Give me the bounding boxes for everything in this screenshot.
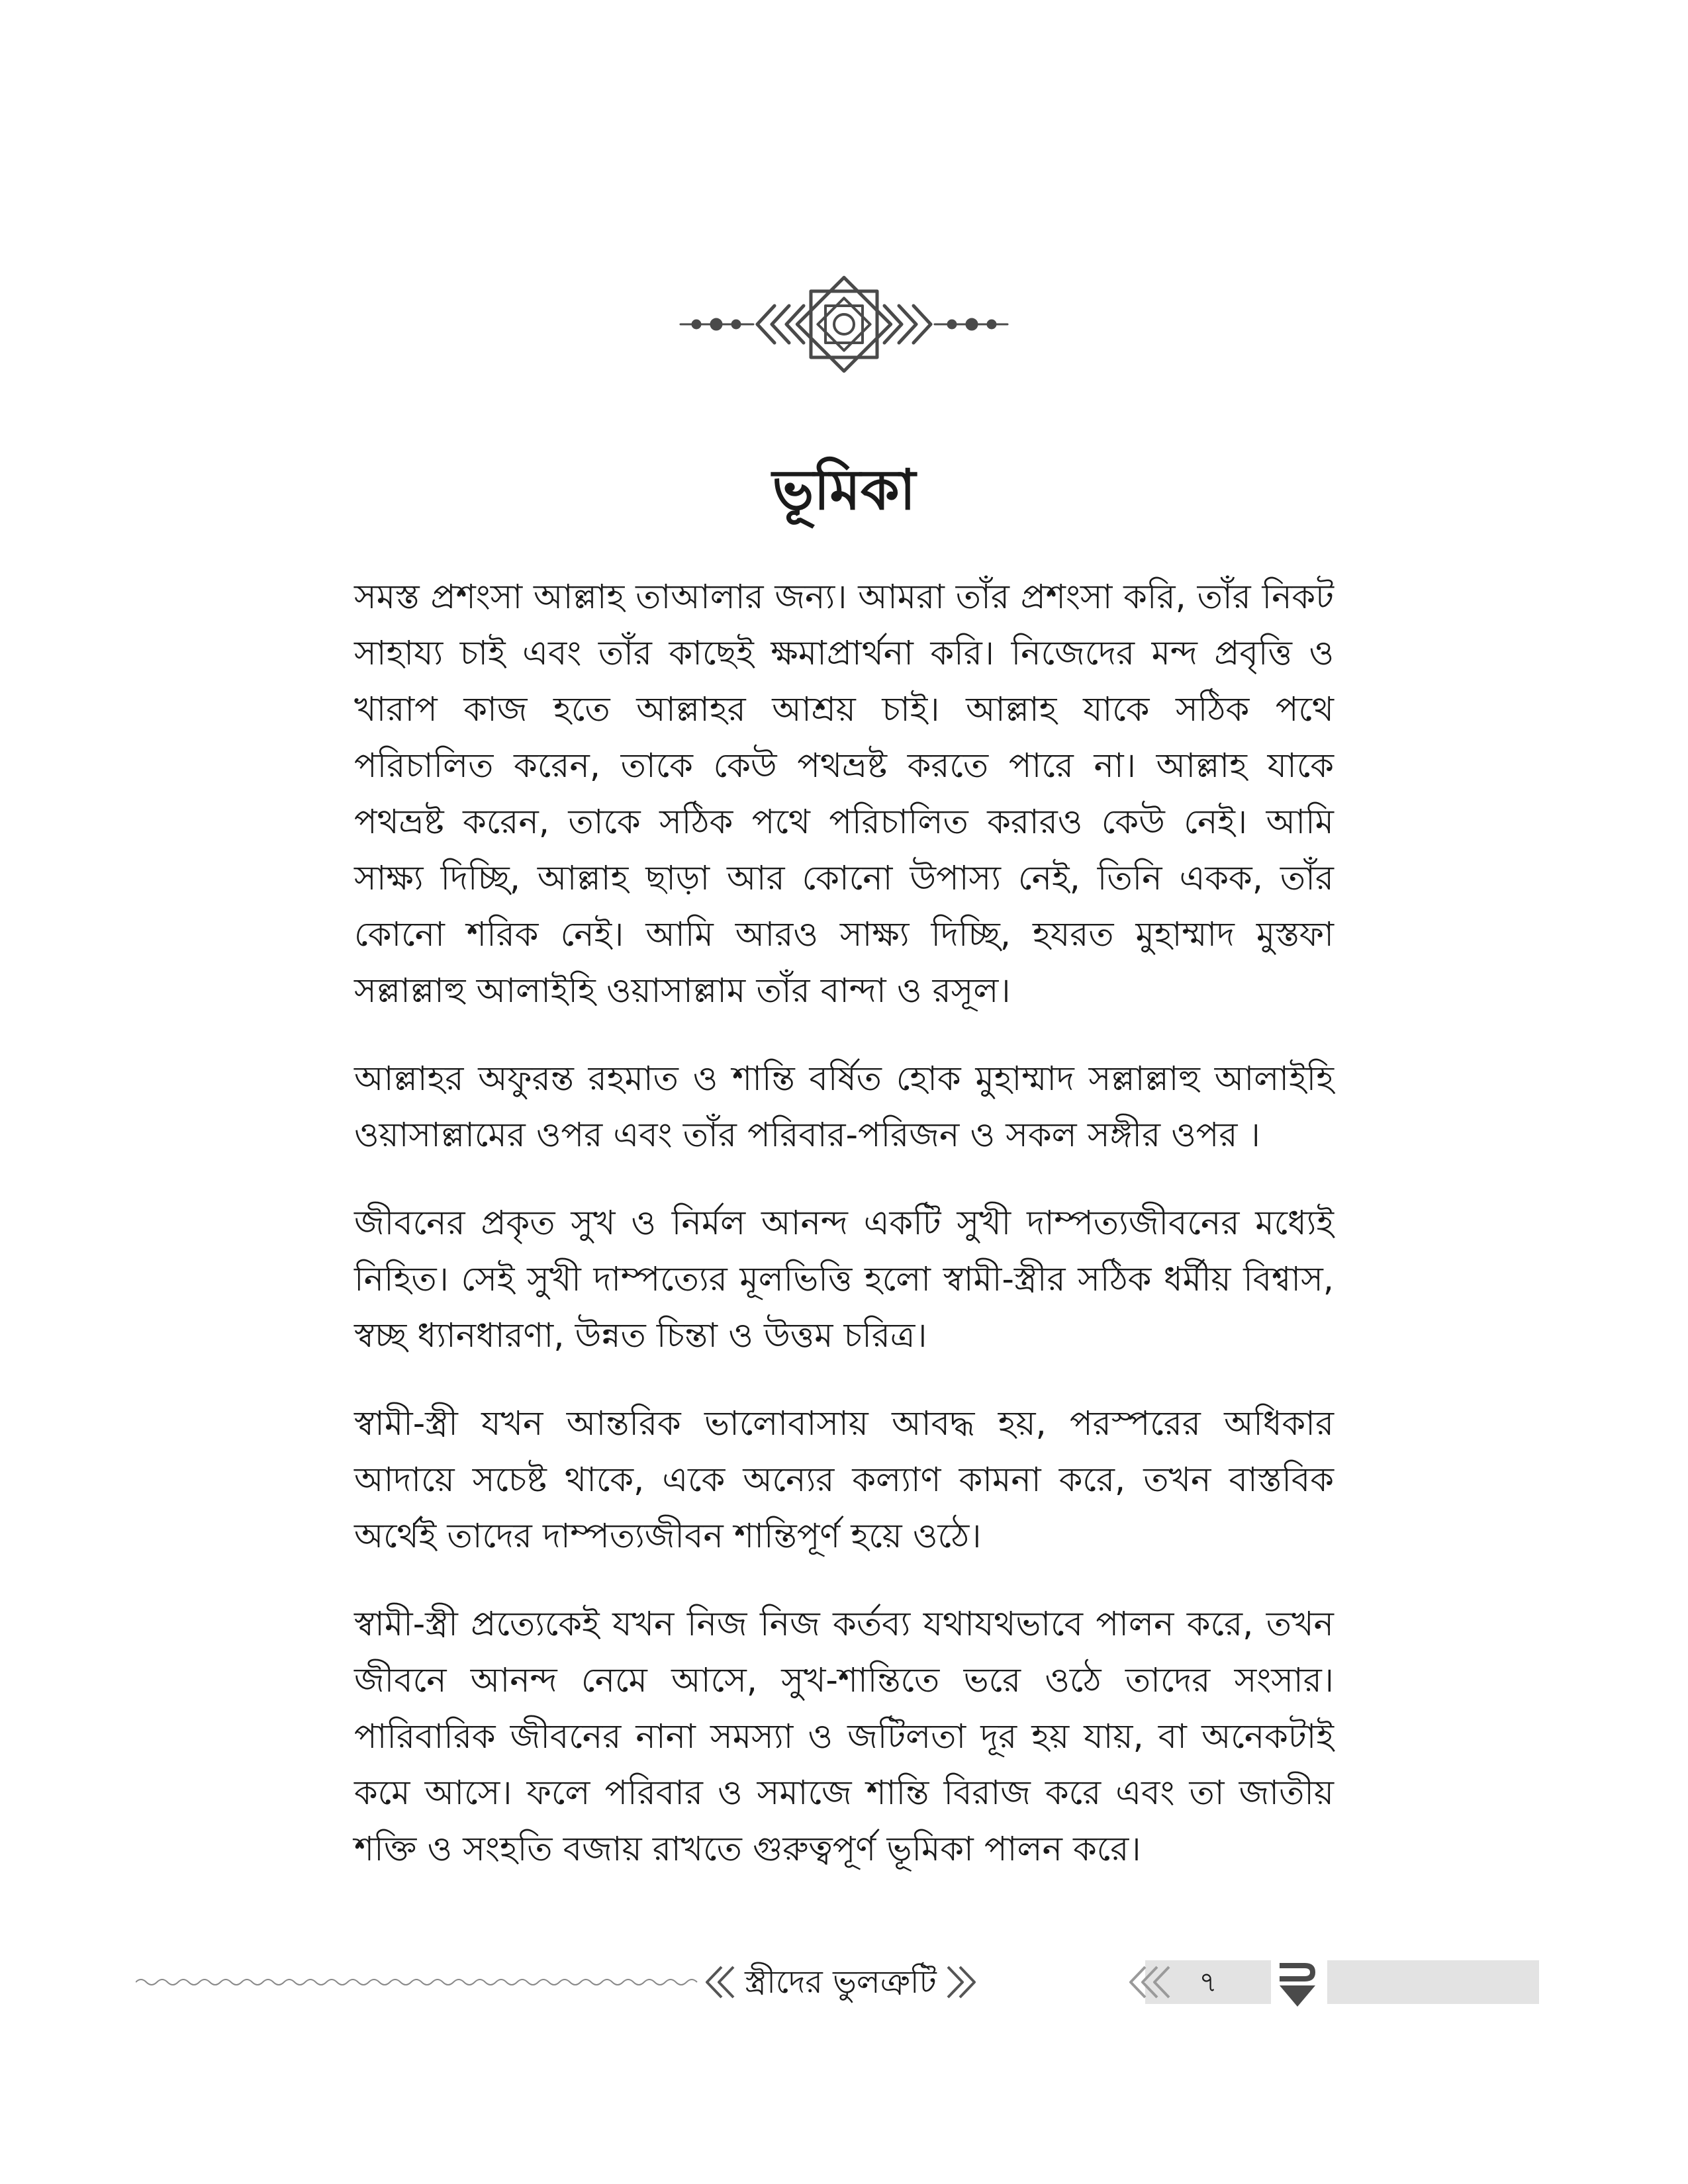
paragraph: স্বামী-স্ত্রী যখন আন্তরিক ভালোবাসায় আবদ্ধ হয়, পরস্পরের অধিকার আদায়ে সচেষ্ট থাকে, একে অন্যের কল্যাণ কামনা করে, তখন বাস্তবিক অর্থেই তাদের দাম্পত্যজীবন শান্তিপূর্ণ হয়ে ওঠে। [354,1404,1334,1556]
paragraph: জীবনের প্রকৃত সুখ ও নির্মল আনন্দ একটি সুখী দাম্পত্যজীবনের মধ্যেই নিহিত। সেই সুখী দাম্পত্যের মূলভিত্তি হলো স্বামী-স্ত্রীর সঠিক ধর্মীয় বিশ্বাস, স্বচ্ছ ধ্যানধারণা, উন্নত চিন্তা ও উত্তম চরিত্র। [354,1204,1334,1355]
page-number: ৭ [1145,1960,1271,2004]
paragraph: সমস্ত প্রশংসা আল্লাহ তাআলার জন্য। আমরা তাঁর প্রশংসা করি, তাঁর নিকট সাহায্য চাই এবং তাঁর কাছেই ক্ষমাপ্রার্থনা করি। নিজেদের মন্দ প্রবৃত্তি ও খারাপ কাজ হতে আল্লাহর আশ্রয় চাই। আল্লাহ যাকে সঠিক পথে পরিচালিত করেন, তাকে কেউ পথভ্রষ্ট করতে পারে না। আল্লাহ যাকে পথভ্রষ্ট করেন, তাকে সঠিক পথে পরিচালিত করারও কেউ নেই। আমি সাক্ষ্য দিচ্ছি, আল্লাহ ছাড়া আর কোনো উপাস্য নেই, তিনি একক, তাঁর কোনো শরিক নেই। আমি আরও সাক্ষ্য দিচ্ছি, হযরত মুহাম্মাদ মুস্তফা সল্লাল্লাহু আলাইহি ওয়াসাল্লাম তাঁর বান্দা ও রসূল। [354,578,1334,1011]
footer-gray-block [1327,1960,1539,2004]
paragraph: স্বামী-স্ত্রী প্রত্যেকেই যখন নিজ নিজ কর্তব্য যথাযথভাবে পালন করে, তখন জীবনে আনন্দ নেমে আসে, সুখ-শান্তিতে ভরে ওঠে তাদের সংসার। পারিবারিক জীবনের নানা সমস্যা ও জটিলতা দূর হয় যায়, বা অনেকটাই কমে আসে। ফলে পরিবার ও সমাজে শান্তি বিরাজ করে এবং তা জাতীয় শক্তি ও সংহতি বজায় রাখতে গুরুত্বপূর্ণ ভূমিকা পালন করে। [354,1605,1334,1869]
footer-wave-divider [136,1952,698,2012]
page-title: ভূমিকা [772,457,916,522]
octagram-star-ornament-icon [675,265,1013,384]
chevron-left-icon [702,1952,741,2012]
chevron-right-icon [940,1952,980,2012]
body-text [354,569,1334,1909]
footer-book-title: স্ত্রীদের ভুলত্রুটি [745,1964,937,2001]
footer-book-title-block [702,1952,980,2012]
page-footer [0,1952,1688,2012]
publisher-logo-icon [1274,1958,1321,2011]
paragraph: আল্লাহর অফুরন্ত রহমাত ও শান্তি বর্ষিত হোক মুহাম্মাদ সল্লাল্লাহু আলাইহি ওয়াসাল্লামের ওপর এবং তাঁর পরিবার-পরিজন ও সকল সঙ্গীর ওপর । [354,1060,1334,1155]
page-chevron-icon [1125,1952,1178,2012]
